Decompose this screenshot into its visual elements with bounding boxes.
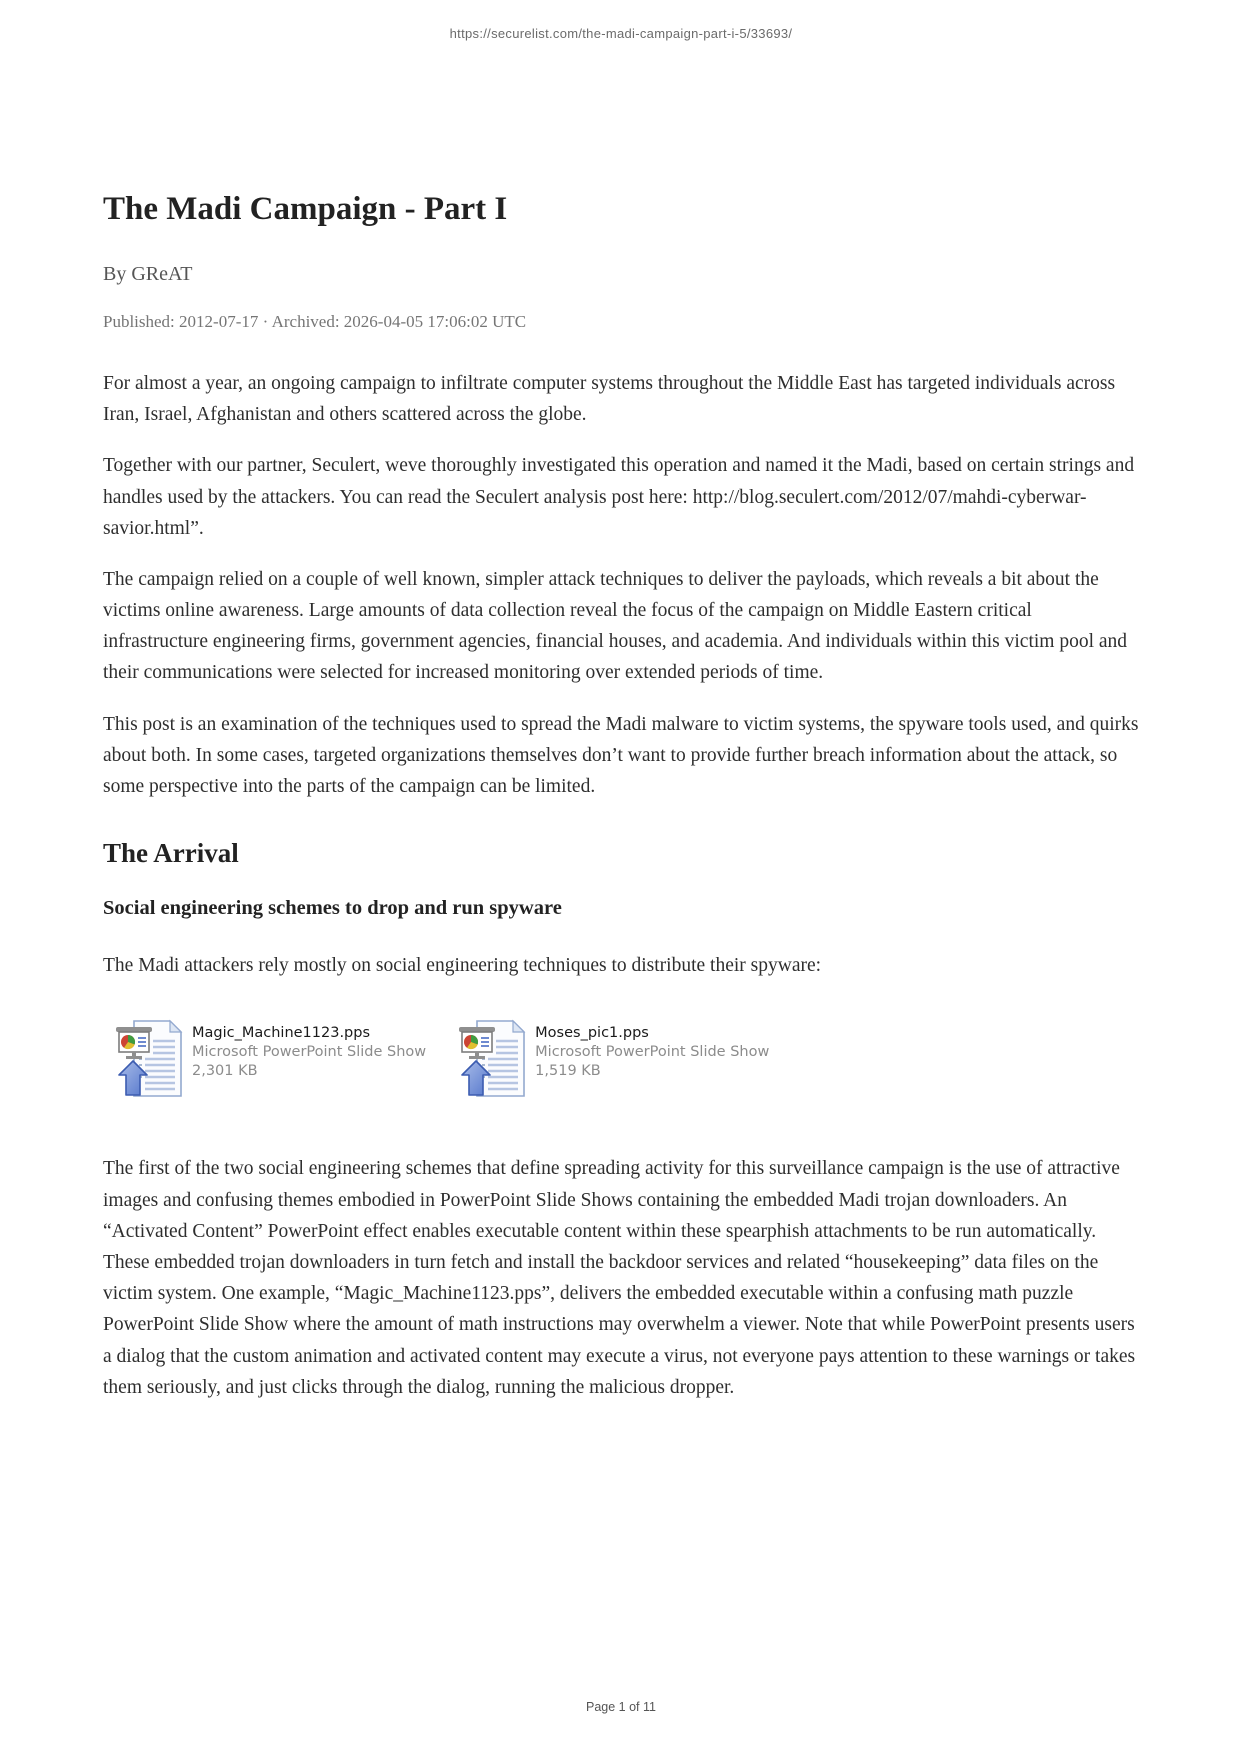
paragraph-seculert: Together with our partner, Seculert, weve thoroughly investigated this operation and named it the Madi, based on certain strings and handles used by the attackers. You can read the Seculert analysis post here: http://blog.seculert.com/2012/07/mahdi-cyberwar-savior.html”.	[103, 455, 1135, 539]
attachment-file-magic-machine	[115, 1015, 426, 1101]
powerpoint-slideshow-file-icon	[115, 1015, 189, 1101]
attachment-filename: Moses_pic1.pps	[535, 1025, 649, 1042]
page-number-footer: Page 1 of 11	[586, 1700, 656, 1714]
attachment-file-details	[192, 1015, 426, 1081]
article-meta-published-archived: Published: 2012-07-17 · Archived: 2026-04-05 17:06:02 UTC	[103, 311, 527, 331]
attachment-screenshot-row	[103, 1015, 1139, 1101]
article-title: The Madi Campaign - Part I	[103, 191, 508, 227]
section-heading-the-arrival: The Arrival	[103, 838, 239, 869]
attachment-file-moses-pic	[458, 1015, 769, 1101]
article-byline: By GReAT	[103, 262, 193, 285]
attachment-file-details	[535, 1015, 769, 1081]
paragraph-intro: For almost a year, an ongoing campaign to infiltrate computer systems throughout the Middle East has targeted individuals across Iran, Israel, Afghanistan and others scattered across the globe.	[103, 372, 1116, 426]
attachment-filename: Magic_Machine1123.pps	[192, 1025, 371, 1042]
paragraph-campaign-techniques: The campaign relied on a couple of well known, simpler attack techniques to deliver the payloads, which reveals a bit about the victims online awareness. Large amounts of data collection reveal the focus of the campaign on Middle Eastern critical infrastructure engineering firms, government agencies, financial houses, and academia. And individuals within this victim pool and their communications were selected for increased monitoring over extended periods of time.	[103, 568, 1128, 684]
attachment-filesize: 1,519 KB	[535, 1063, 601, 1080]
article-content	[103, 191, 1139, 1403]
attachment-filetype: Microsoft PowerPoint Slide Show	[535, 1044, 770, 1061]
powerpoint-slideshow-file-icon	[458, 1015, 532, 1101]
paragraph-post-examination: This post is an examination of the techniques used to spread the Madi malware to victim systems, the spyware tools used, and quirks about both. In some cases, targeted organizations themselves don’t want to provide further breach information about the attack, so some perspective into the parts of the campaign can be limited.	[103, 713, 1139, 797]
subsection-heading-social-engineering: Social engineering schemes to drop and run spyware	[103, 897, 562, 920]
paragraph-attachments-intro: The Madi attackers rely mostly on social engineering techniques to distribute their spyware:	[103, 955, 822, 977]
attachment-filetype: Microsoft PowerPoint Slide Show	[192, 1044, 427, 1061]
attachment-filesize: 2,301 KB	[192, 1063, 258, 1080]
paragraph-first-scheme: The first of the two social engineering schemes that define spreading activity for this surveillance campaign is the use of attractive images and confusing themes embodied in PowerPoint Slide Shows containing the embedded Madi trojan downloaders. An “Activated Content” PowerPoint effect enables executable content within these spearphish attachments to be run automatically. These embedded trojan downloaders in turn fetch and install the backdoor services and related “housekeeping” data files on the victim system. One example, “Magic_Machine1123.pps”, delivers the embedded executable within a confusing math puzzle PowerPoint Slide Show where the amount of math instructions may overwhelm a viewer. Note that while PowerPoint presents users a dialog that the custom animation and activated content may execute a virus, not everyone pays attention to these warnings or takes them seriously, and just clicks through the dialog, running the malicious dropper.	[103, 1158, 1136, 1398]
source-url-header: https://securelist.com/the-madi-campaign-part-i-5/33693/	[449, 26, 793, 41]
